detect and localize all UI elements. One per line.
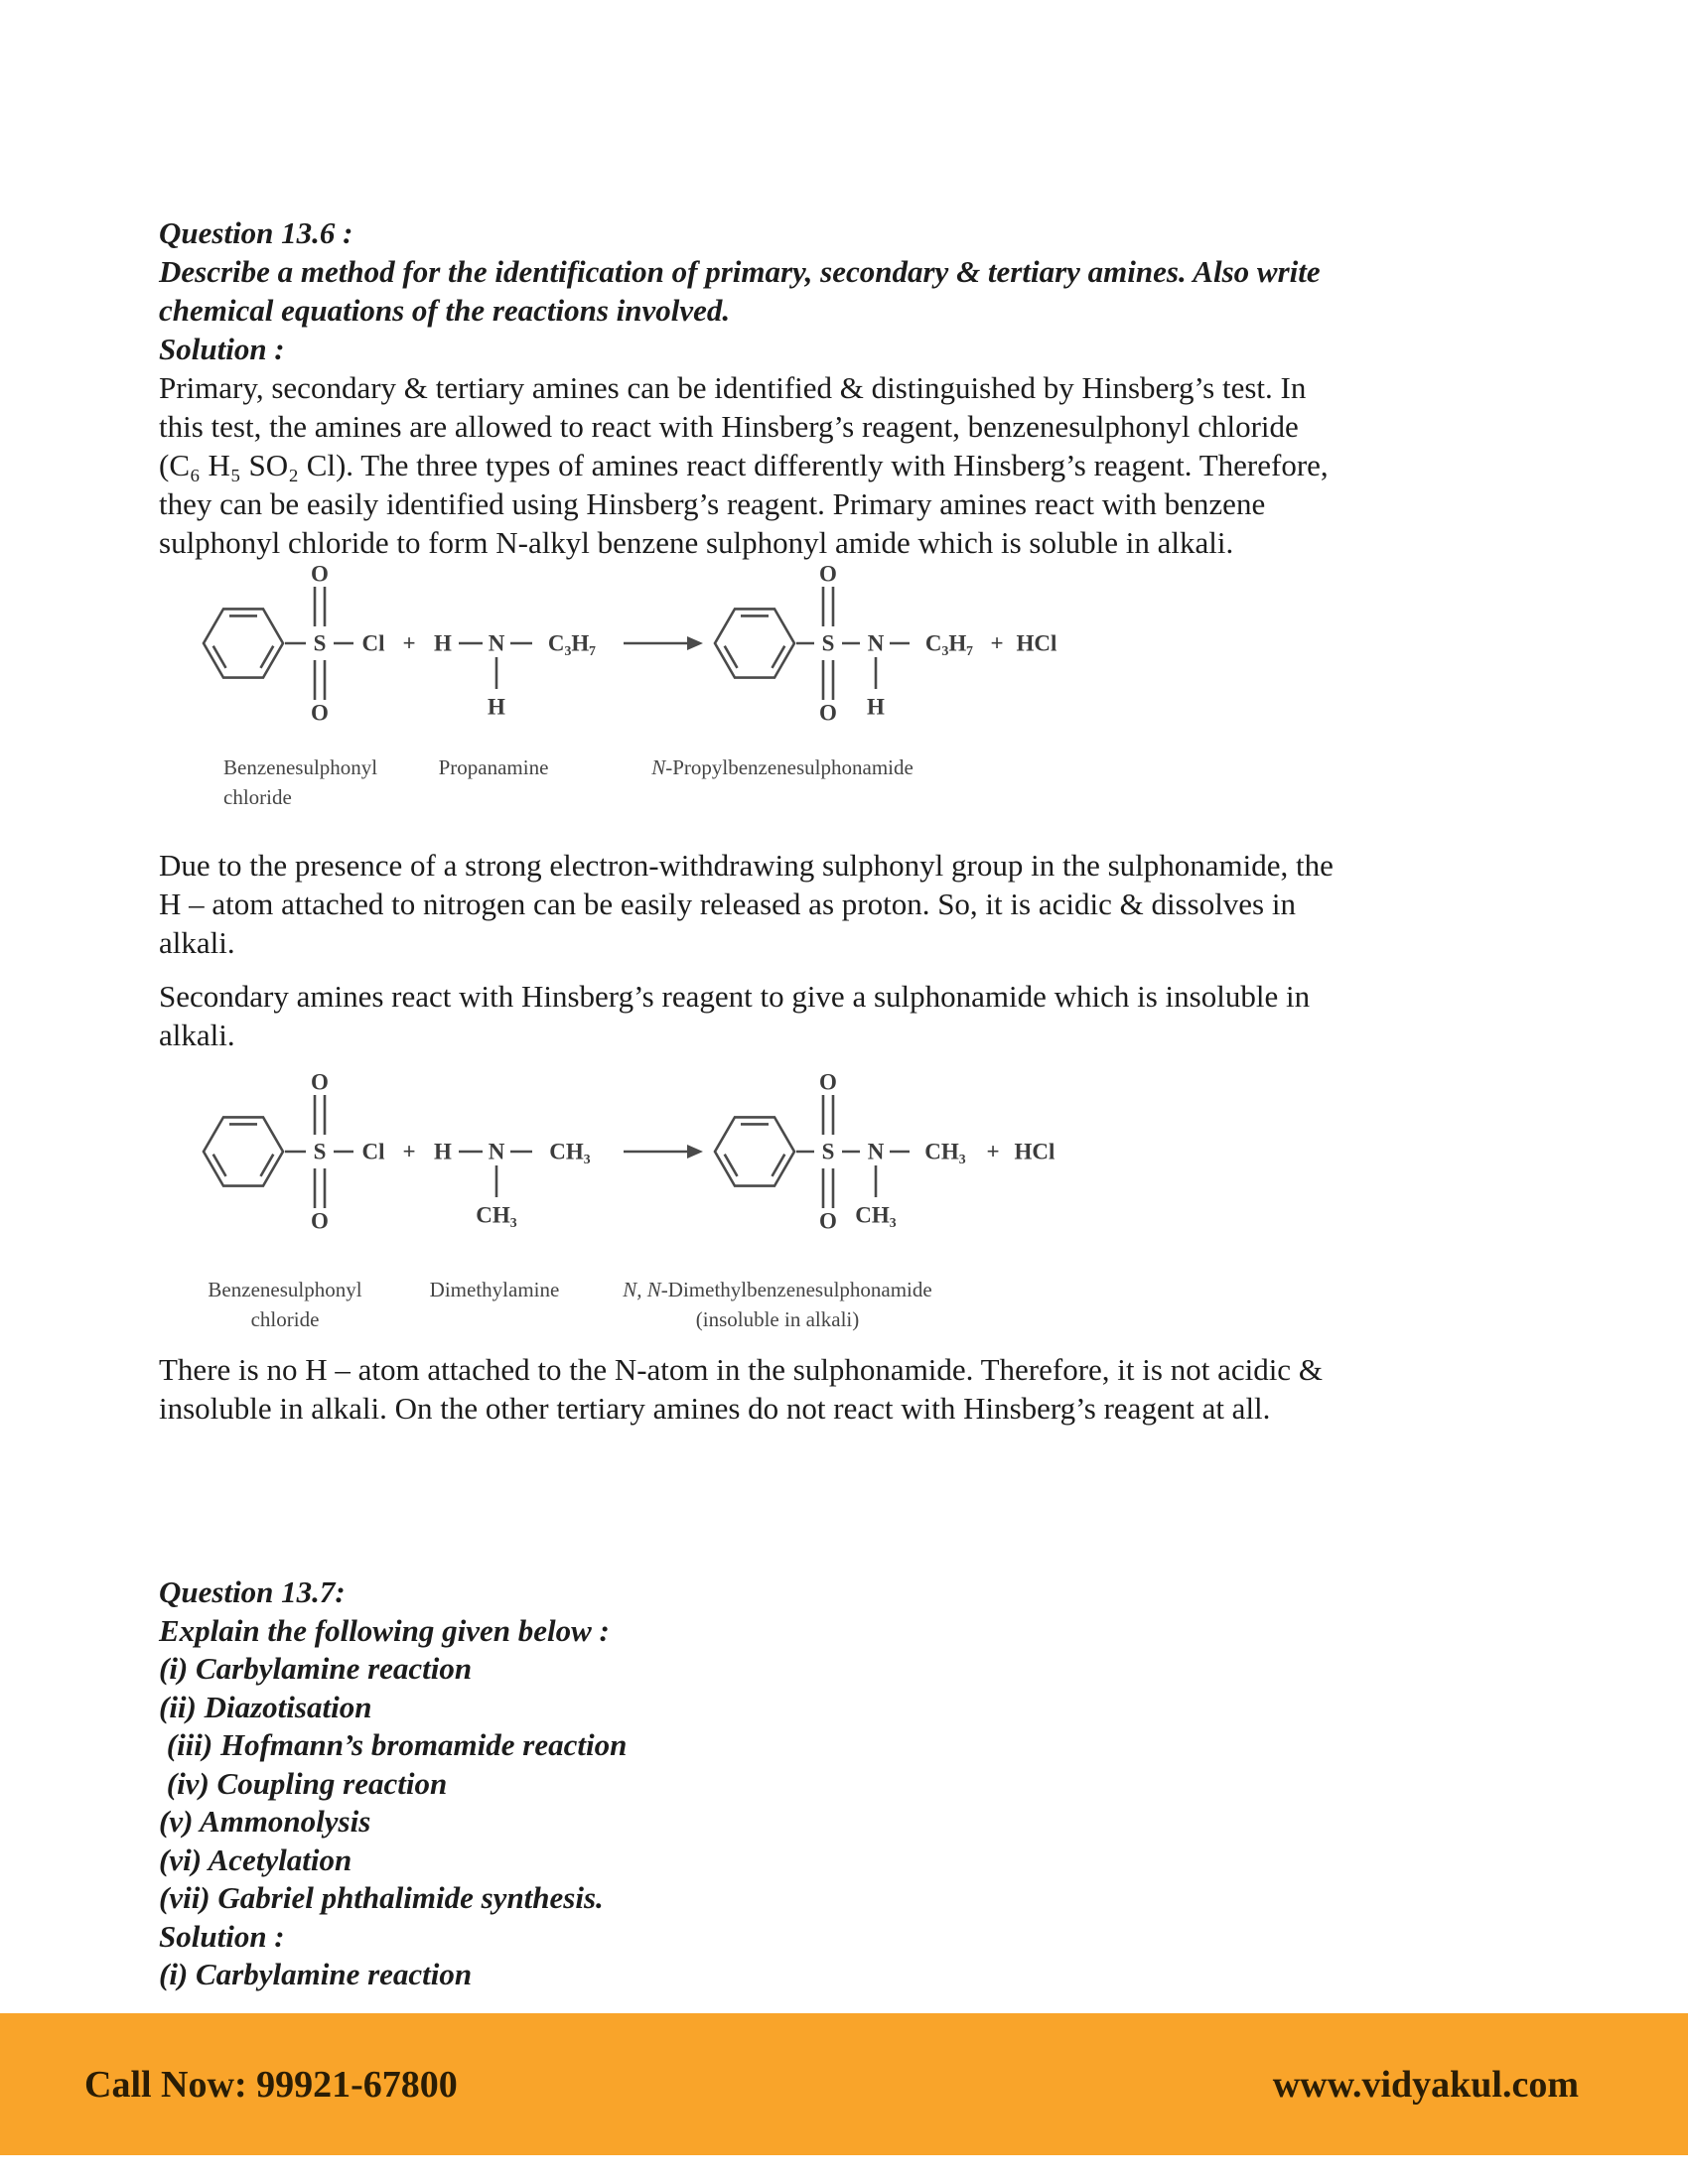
- plus-sign: +: [990, 630, 1004, 656]
- footer-phone: Call Now: 99921-67800: [84, 2063, 458, 2106]
- hcl-molecule: HCl: [1016, 630, 1057, 656]
- hcl-molecule: HCl: [1014, 1139, 1055, 1164]
- list-item: (i) Carbylamine reaction: [159, 1957, 473, 1991]
- footer-website: www.vidyakul.com: [1272, 2063, 1579, 2106]
- atom-o: O: [819, 561, 837, 587]
- paragraph-hinsberg-test: [159, 368, 1549, 562]
- text-line: Due to the presence of a strong electron-withdrawing sulphonyl group in the sulphonamide, the: [159, 848, 1334, 883]
- atom-n: N: [867, 1139, 885, 1164]
- solution-label: Solution :: [159, 1918, 285, 1954]
- label-n-propylbenzenesulphonamide: [651, 752, 914, 782]
- question-text-line: Describe a method for the identification of primary, secondary & tertiary amines. Also write: [159, 254, 1321, 289]
- text-line: alkali.: [159, 925, 235, 960]
- atom-o: O: [311, 700, 329, 726]
- text-line: Secondary amines react with Hinsberg’s reagent to give a sulphonamide which is insoluble in: [159, 979, 1311, 1014]
- atom-o: O: [311, 561, 329, 587]
- label-benzenesulphonyl-chloride: [208, 1275, 361, 1334]
- text-line: Primary, secondary & tertiary amines can be identified & distinguished by Hinsberg’s test. In: [159, 370, 1307, 405]
- label-dimethylbenzenesulphonamide: [623, 1275, 931, 1334]
- label-line: Benzenesulphonyl: [223, 755, 378, 779]
- label-italic-prefix: N: [651, 755, 666, 779]
- list-item: (i) Carbylamine reaction: [159, 1651, 473, 1686]
- list-item: (vii) Gabriel phthalimide synthesis.: [159, 1880, 604, 1915]
- list-item: (v) Ammonolysis: [159, 1804, 371, 1839]
- atom-s: S: [821, 630, 835, 656]
- label-dimethylamine: Dimethylamine: [429, 1278, 560, 1301]
- question-13-7-heading: [159, 1573, 1549, 1994]
- atom-n: N: [488, 1139, 505, 1164]
- footer-bar: [0, 2013, 1688, 2155]
- question-title: Question 13.6 :: [159, 215, 353, 250]
- methyl-group: CH₃: [549, 1139, 591, 1164]
- methyl-group: CH₃: [924, 1139, 966, 1164]
- question-title: Question 13.7:: [159, 1574, 346, 1609]
- text-line: insoluble in alkali. On the other tertiary amines do not react with Hinsberg’s reagent at all.: [159, 1391, 1271, 1426]
- methyl-group: CH₃: [476, 1202, 517, 1228]
- question-text-line: chemical equations of the reactions involved.: [159, 293, 731, 328]
- atom-n: N: [488, 630, 505, 656]
- list-item: (ii) Diazotisation: [159, 1689, 372, 1724]
- text-line: this test, the amines are allowed to react with Hinsberg’s reagent, benzenesulphonyl chloride: [159, 409, 1299, 444]
- list-item: (vi) Acetylation: [159, 1842, 352, 1877]
- atom-o: O: [819, 1069, 837, 1095]
- reaction-arrow: [687, 636, 703, 650]
- label-benzenesulphonyl-chloride: [223, 752, 377, 812]
- atom-o: O: [311, 1208, 329, 1234]
- list-item: (iii) Hofmann’s bromamide reaction: [159, 1727, 628, 1762]
- paragraph-secondary-amines: [159, 977, 1549, 1054]
- atom-h: H: [488, 694, 505, 720]
- plus-sign: +: [986, 1139, 1000, 1164]
- atom-n: N: [867, 630, 885, 656]
- propyl-group: C₃H₇: [547, 630, 597, 656]
- reaction-2-diagram: [149, 1052, 1082, 1251]
- atom-h: H: [867, 694, 885, 720]
- methyl-group: CH₃: [855, 1202, 897, 1228]
- benzene-ring: [204, 1117, 283, 1185]
- text-line: sulphonyl chloride to form N-alkyl benzene sulphonyl amide which is soluble in alkali.: [159, 525, 1234, 560]
- label-text: -Propylbenzenesulphonamide: [665, 755, 914, 779]
- label-line: chloride: [250, 1307, 320, 1331]
- atom-o: O: [819, 1208, 837, 1234]
- atom-s: S: [313, 1139, 327, 1164]
- reaction-arrow: [687, 1145, 703, 1159]
- label-insoluble-note: (insoluble in alkali): [695, 1307, 860, 1331]
- text-line: H – atom attached to nitrogen can be easily released as proton. So, it is acidic & dissolves in: [159, 887, 1296, 921]
- plus-sign: +: [402, 630, 416, 656]
- benzene-ring: [204, 609, 283, 677]
- list-item: (iv) Coupling reaction: [159, 1765, 448, 1801]
- question-13-6-heading: [159, 213, 1549, 368]
- atom-cl: Cl: [361, 1139, 385, 1164]
- benzene-ring: [715, 609, 794, 677]
- reaction-1-diagram: [149, 544, 1082, 743]
- label-propanamine: Propanamine: [438, 755, 549, 779]
- atom-h: H: [434, 630, 452, 656]
- plus-sign: +: [402, 1139, 416, 1164]
- atom-cl: Cl: [361, 630, 385, 656]
- atom-o: O: [311, 1069, 329, 1095]
- text-line: they can be easily identified using Hinsberg’s reagent. Primary amines react with benzene: [159, 486, 1266, 521]
- benzene-ring: [715, 1117, 794, 1185]
- label-italic-prefix: N, N: [623, 1278, 661, 1301]
- atom-o: O: [819, 700, 837, 726]
- paragraph-tertiary-amines: [159, 1350, 1549, 1428]
- label-line: [623, 1275, 931, 1304]
- text-line: (C₆ H₅ SO₂ Cl). The three types of amines react differently with Hinsberg’s reagent. Therefore,: [159, 448, 1329, 482]
- reaction-1-labels: [149, 752, 1082, 842]
- solution-label: Solution :: [159, 332, 285, 366]
- atom-s: S: [313, 630, 327, 656]
- text-line: There is no H – atom attached to the N-atom in the sulphonamide. Therefore, it is not acidic &: [159, 1352, 1323, 1387]
- atom-h: H: [434, 1139, 452, 1164]
- text-line: alkali.: [159, 1018, 235, 1052]
- atom-s: S: [821, 1139, 835, 1164]
- question-intro: Explain the following given below :: [159, 1612, 610, 1648]
- paragraph-acidic-proton: [159, 846, 1549, 962]
- label-line: Benzenesulphonyl: [208, 1278, 362, 1301]
- label-text: -Dimethylbenzenesulphonamide: [660, 1278, 932, 1301]
- label-line: chloride: [223, 785, 292, 809]
- propyl-group: C₃H₇: [924, 630, 974, 656]
